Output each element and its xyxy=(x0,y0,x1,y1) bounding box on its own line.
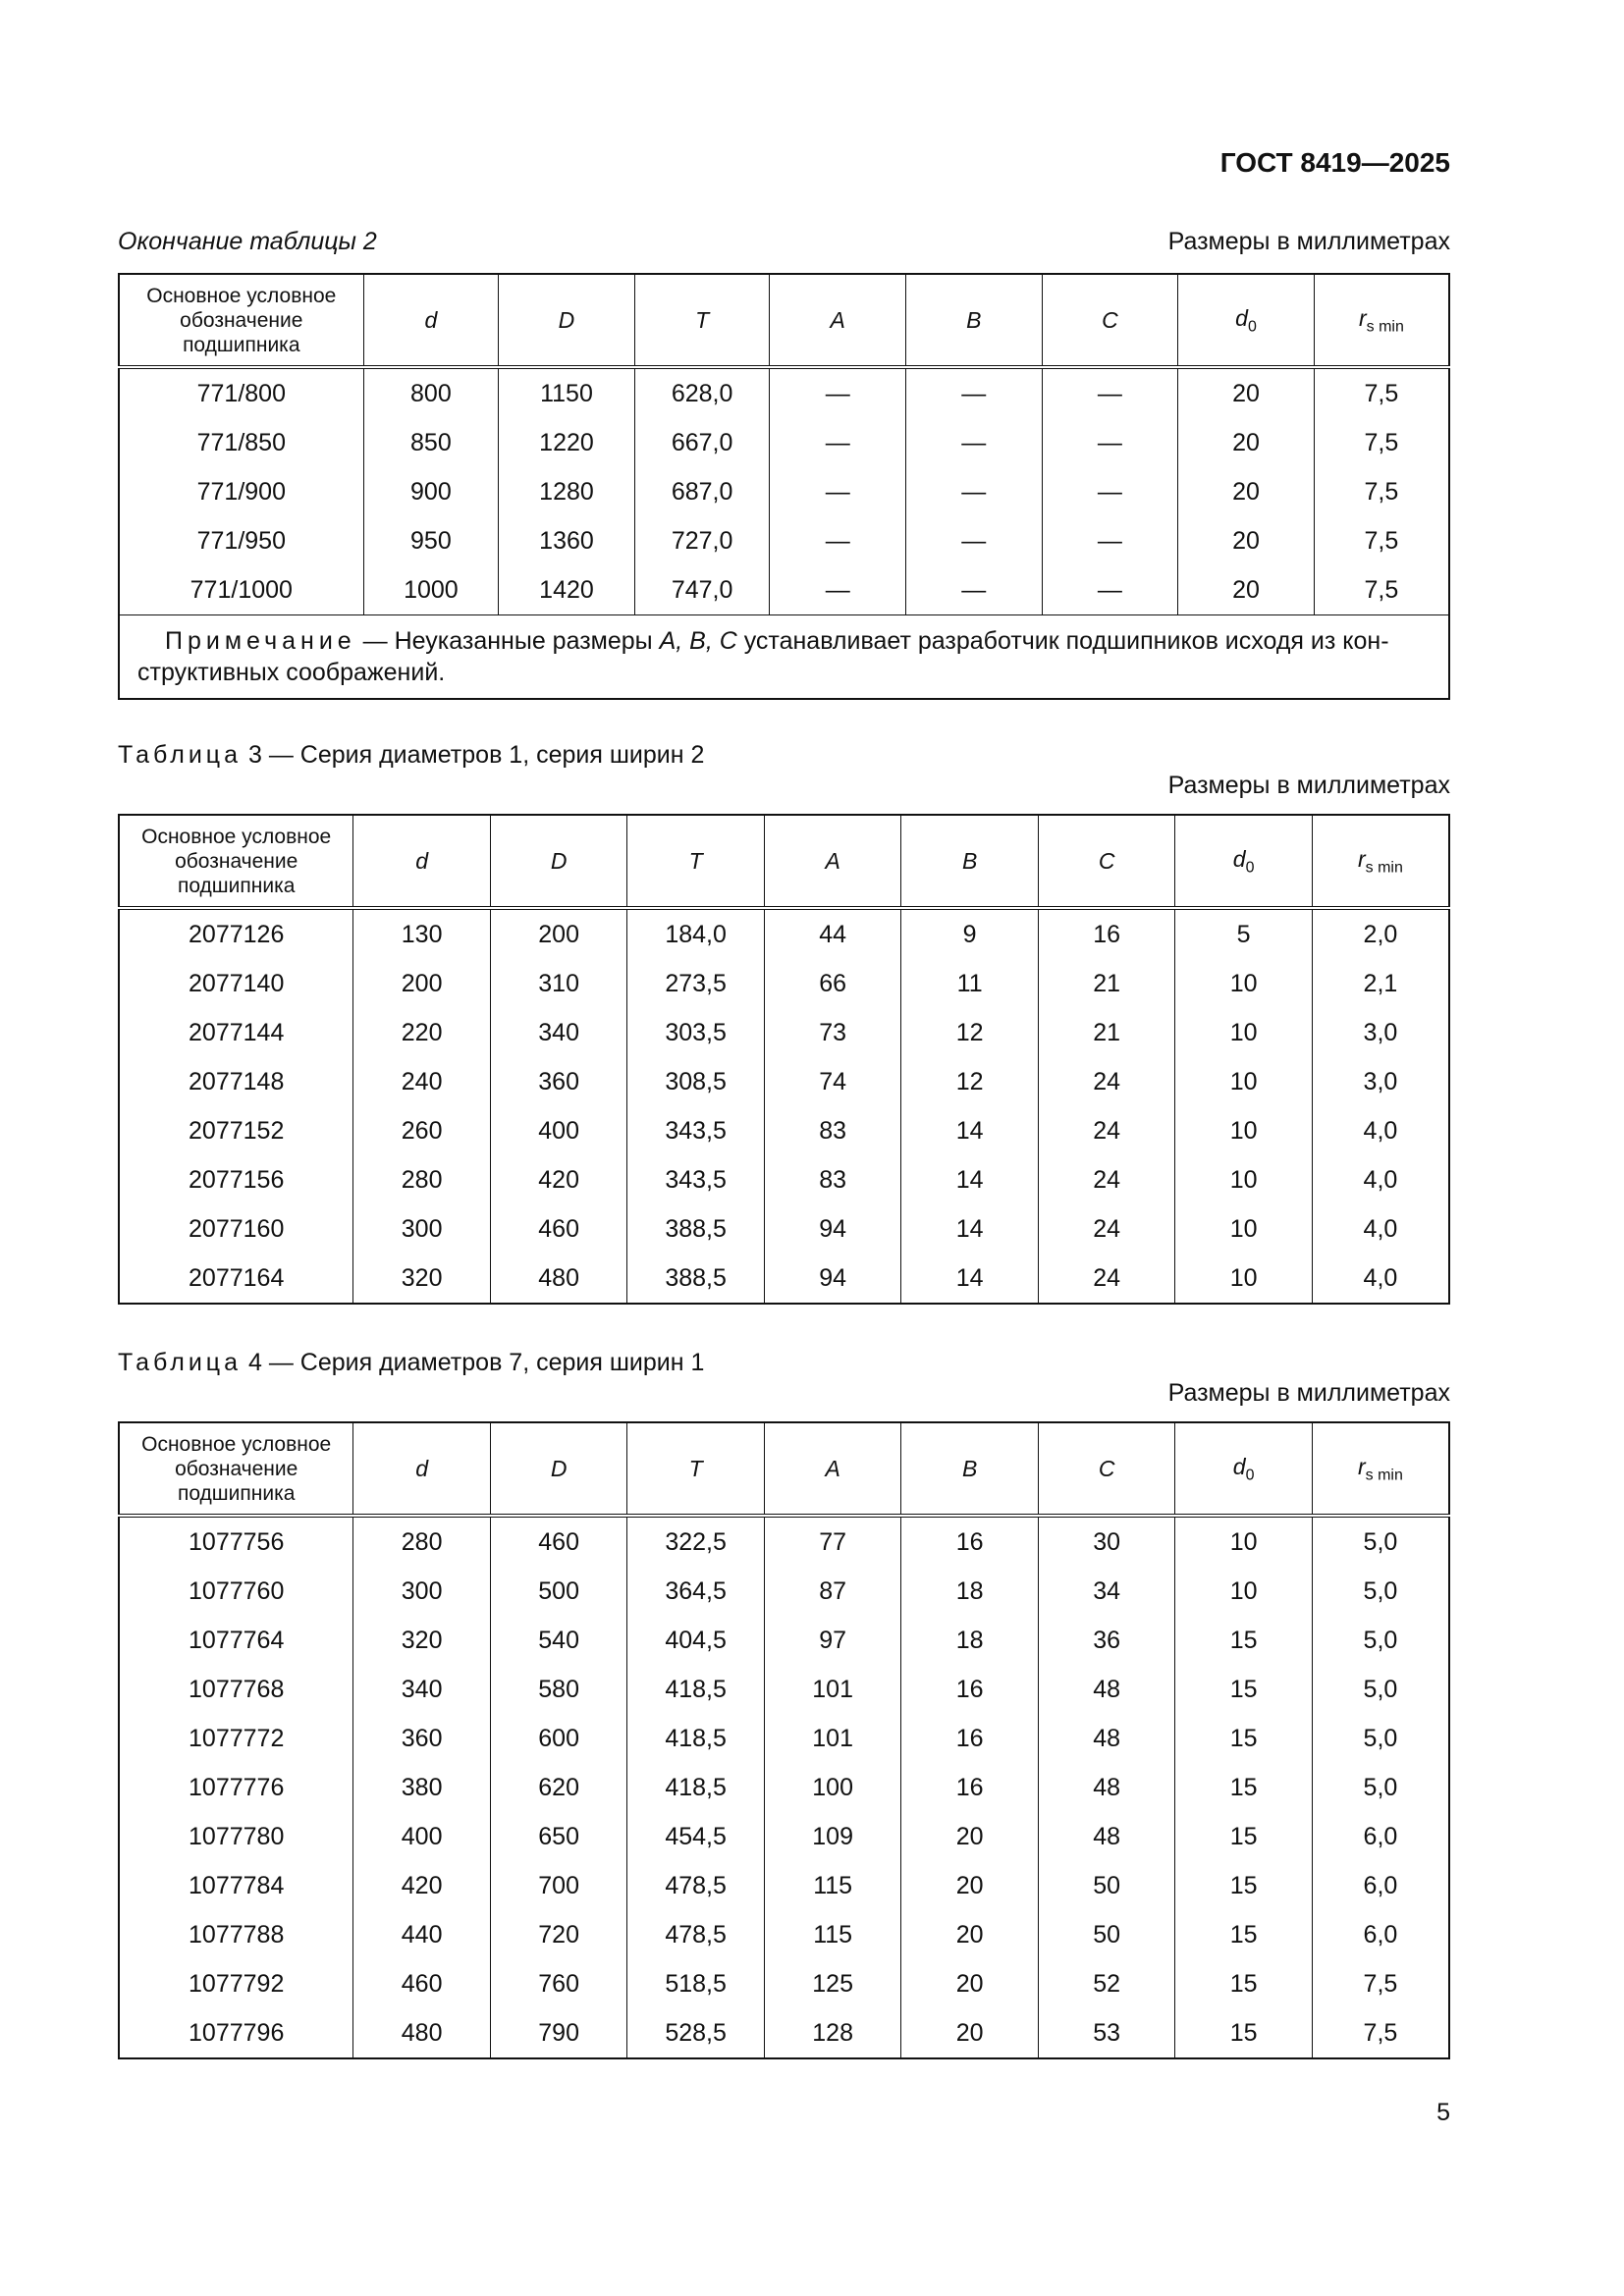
table-cell: 420 xyxy=(490,1155,627,1204)
table-row xyxy=(119,1057,1449,1106)
table-cell: 771/900 xyxy=(119,467,363,516)
table-cell: 94 xyxy=(764,1254,901,1304)
table-cell: 66 xyxy=(764,959,901,1008)
table-cell: 4,0 xyxy=(1312,1155,1449,1204)
table-cell: 48 xyxy=(1038,1763,1175,1812)
table-cell: 2077156 xyxy=(119,1155,353,1204)
table-cell: 100 xyxy=(764,1763,901,1812)
table-cell: 1280 xyxy=(499,467,635,516)
col-B: B xyxy=(901,1422,1039,1516)
table-cell: 10 xyxy=(1175,1008,1313,1057)
table-cell: 1077764 xyxy=(119,1616,353,1665)
table-cell: 460 xyxy=(490,1516,627,1567)
table-cell: 650 xyxy=(490,1812,627,1861)
table-cell: 101 xyxy=(764,1714,901,1763)
table-row xyxy=(119,1155,1449,1204)
table-cell: 21 xyxy=(1038,959,1175,1008)
table-row xyxy=(119,565,1449,615)
table-cell: 20 xyxy=(901,1910,1039,1959)
col-T: T xyxy=(627,1422,765,1516)
table-cell: 52 xyxy=(1038,1959,1175,2008)
table-cell: 1077760 xyxy=(119,1567,353,1616)
table-cell: 388,5 xyxy=(627,1254,765,1304)
table-row xyxy=(119,1008,1449,1057)
table-cell: 16 xyxy=(901,1665,1039,1714)
table-cell: 24 xyxy=(1038,1106,1175,1155)
table-cell: 48 xyxy=(1038,1714,1175,1763)
col-A: A xyxy=(764,815,901,908)
table-cell: 2077152 xyxy=(119,1106,353,1155)
table-cell: — xyxy=(770,367,906,418)
col-C: C xyxy=(1042,274,1178,367)
table-cell: 34 xyxy=(1038,1567,1175,1616)
table-cell: 528,5 xyxy=(627,2008,765,2058)
table-cell: 1360 xyxy=(499,516,635,565)
table-cell: 1000 xyxy=(363,565,499,615)
table-row xyxy=(119,1254,1449,1304)
table-cell: 420 xyxy=(353,1861,491,1910)
table-cell: 20 xyxy=(1178,516,1315,565)
table-row xyxy=(119,1516,1449,1567)
table-cell: — xyxy=(906,418,1043,467)
table-cell: 200 xyxy=(353,959,491,1008)
table-cell: 310 xyxy=(490,959,627,1008)
table-cell: 273,5 xyxy=(627,959,765,1008)
table-cell: 20 xyxy=(901,1861,1039,1910)
table-cell: 727,0 xyxy=(634,516,770,565)
table-cell: 130 xyxy=(353,908,491,959)
table-cell: 667,0 xyxy=(634,418,770,467)
col-T: T xyxy=(627,815,765,908)
table-cell: 360 xyxy=(353,1714,491,1763)
table-cell: 790 xyxy=(490,2008,627,2058)
col-d0: $d_0$ xyxy=(1178,274,1315,367)
table-row xyxy=(119,1812,1449,1861)
col-designation: Основное условное обозначение подшипника xyxy=(119,1422,353,1516)
table-cell: 343,5 xyxy=(627,1106,765,1155)
table-cell: 1220 xyxy=(499,418,635,467)
table-cell: 480 xyxy=(490,1254,627,1304)
table-cell: 418,5 xyxy=(627,1665,765,1714)
table-cell: 200 xyxy=(490,908,627,959)
col-d: d xyxy=(363,274,499,367)
table-cell: 48 xyxy=(1038,1665,1175,1714)
table-cell: 10 xyxy=(1175,1567,1313,1616)
table-cell: 6,0 xyxy=(1312,1910,1449,1959)
col-D: D xyxy=(490,1422,627,1516)
table-cell: 260 xyxy=(353,1106,491,1155)
table-body xyxy=(119,908,1449,1304)
table-row xyxy=(119,1714,1449,1763)
col-rs-min: $r_{s min}$ xyxy=(1312,1422,1449,1516)
table-cell: 7,5 xyxy=(1312,2008,1449,2058)
table-header xyxy=(119,274,1449,367)
table-cell: 15 xyxy=(1175,1861,1313,1910)
table-body xyxy=(119,1516,1449,2058)
table-cell: 3,0 xyxy=(1312,1008,1449,1057)
table-cell: 343,5 xyxy=(627,1155,765,1204)
table-cell: 620 xyxy=(490,1763,627,1812)
table-cell: 760 xyxy=(490,1959,627,2008)
table-cell: 5,0 xyxy=(1312,1567,1449,1616)
table-cell: 1150 xyxy=(499,367,635,418)
table3-title: Таблица 3 — Серия диаметров 1, серия ширин 2 xyxy=(118,741,705,769)
table-cell: 2077126 xyxy=(119,908,353,959)
col-rs-min: $r_{s min}$ xyxy=(1314,274,1449,367)
table-cell: 388,5 xyxy=(627,1204,765,1254)
table-cell: 600 xyxy=(490,1714,627,1763)
col-designation: Основное условное обозначение подшипника xyxy=(119,815,353,908)
table-cell: 322,5 xyxy=(627,1516,765,1567)
table-cell: 5,0 xyxy=(1312,1516,1449,1567)
table-cell: 36 xyxy=(1038,1616,1175,1665)
table-cell: 97 xyxy=(764,1616,901,1665)
table-cell: 10 xyxy=(1175,1155,1313,1204)
table-cell: 24 xyxy=(1038,1254,1175,1304)
table-cell: 50 xyxy=(1038,1861,1175,1910)
table-cell: 500 xyxy=(490,1567,627,1616)
table-cell: 5 xyxy=(1175,908,1313,959)
table-cell: 50 xyxy=(1038,1910,1175,1959)
table-cell: 30 xyxy=(1038,1516,1175,1567)
col-B: B xyxy=(906,274,1043,367)
table-cell: 771/1000 xyxy=(119,565,363,615)
table-cell: 20 xyxy=(901,1812,1039,1861)
units-caption: Размеры в миллиметрах xyxy=(1167,772,1450,799)
table-cell: 184,0 xyxy=(627,908,765,959)
table-cell: 580 xyxy=(490,1665,627,1714)
table-cell: 109 xyxy=(764,1812,901,1861)
col-d: d xyxy=(353,1422,491,1516)
table-cell: 83 xyxy=(764,1106,901,1155)
col-D: D xyxy=(490,815,627,908)
table-cell: 15 xyxy=(1175,1763,1313,1812)
table-cell: 320 xyxy=(353,1616,491,1665)
table-cell: 73 xyxy=(764,1008,901,1057)
table-row xyxy=(119,1763,1449,1812)
table-cell: 308,5 xyxy=(627,1057,765,1106)
table-cell: 340 xyxy=(353,1665,491,1714)
table-cell: 94 xyxy=(764,1204,901,1254)
table-cell: 15 xyxy=(1175,1665,1313,1714)
table-cell: 440 xyxy=(353,1910,491,1959)
col-C: C xyxy=(1038,1422,1175,1516)
table-cell: 5,0 xyxy=(1312,1763,1449,1812)
table-row xyxy=(119,1861,1449,1910)
table-cell: 87 xyxy=(764,1567,901,1616)
table-cell: 5,0 xyxy=(1312,1714,1449,1763)
table-cell: 44 xyxy=(764,908,901,959)
table-cell: 48 xyxy=(1038,1812,1175,1861)
table-cell: 1420 xyxy=(499,565,635,615)
table-cell: 800 xyxy=(363,367,499,418)
table-cell: — xyxy=(1042,516,1178,565)
table-cell: — xyxy=(770,418,906,467)
units-caption: Размеры в миллиметрах xyxy=(1167,228,1450,255)
table-cell: 700 xyxy=(490,1861,627,1910)
table-cell: 18 xyxy=(901,1567,1039,1616)
table-cell: 418,5 xyxy=(627,1763,765,1812)
table-cell: 15 xyxy=(1175,2008,1313,2058)
table-header xyxy=(119,815,1449,908)
table-cell: 24 xyxy=(1038,1204,1175,1254)
table-cell: 7,5 xyxy=(1314,516,1449,565)
table-cell: 720 xyxy=(490,1910,627,1959)
table-row xyxy=(119,367,1449,418)
table-row xyxy=(119,1910,1449,1959)
table-cell: 20 xyxy=(901,1959,1039,2008)
units-caption: Размеры в миллиметрах xyxy=(1167,1379,1450,1407)
table-cell: 77 xyxy=(764,1516,901,1567)
col-d: d xyxy=(353,815,491,908)
table2-continuation-caption: Окончание таблицы 2 xyxy=(118,228,377,255)
table-cell: 518,5 xyxy=(627,1959,765,2008)
table-cell: 220 xyxy=(353,1008,491,1057)
table-cell: 21 xyxy=(1038,1008,1175,1057)
table-cell: 74 xyxy=(764,1057,901,1106)
table-cell: 2077160 xyxy=(119,1204,353,1254)
table-cell: 240 xyxy=(353,1057,491,1106)
table-3 xyxy=(118,814,1450,1305)
table-cell: 540 xyxy=(490,1616,627,1665)
table-cell: 10 xyxy=(1175,1106,1313,1155)
table-cell: — xyxy=(1042,418,1178,467)
table-cell: 14 xyxy=(901,1106,1039,1155)
table-cell: 125 xyxy=(764,1959,901,2008)
table-note: Примечание — Неуказанные размеры A, B, C устанавливает разработчик подшипников исходя из кон- структивных соображений. xyxy=(119,615,1449,700)
page-number: 5 xyxy=(1436,2099,1450,2126)
table-cell: 6,0 xyxy=(1312,1812,1449,1861)
table-row xyxy=(119,1665,1449,1714)
table-cell: 5,0 xyxy=(1312,1665,1449,1714)
table-cell: 454,5 xyxy=(627,1812,765,1861)
table-cell: 1077756 xyxy=(119,1516,353,1567)
table-cell: 115 xyxy=(764,1861,901,1910)
table-cell: 900 xyxy=(363,467,499,516)
table-cell: 747,0 xyxy=(634,565,770,615)
table-cell: 20 xyxy=(1178,467,1315,516)
table-cell: 1077768 xyxy=(119,1665,353,1714)
note-row xyxy=(119,615,1449,700)
table-cell: 1077792 xyxy=(119,1959,353,2008)
col-B: B xyxy=(901,815,1039,908)
table-cell: 400 xyxy=(353,1812,491,1861)
table-cell: 16 xyxy=(901,1714,1039,1763)
table-row xyxy=(119,1959,1449,2008)
table-body xyxy=(119,367,1449,615)
table-cell: 101 xyxy=(764,1665,901,1714)
table-cell: 2077140 xyxy=(119,959,353,1008)
table-cell: — xyxy=(906,467,1043,516)
table-cell: 16 xyxy=(901,1763,1039,1812)
col-A: A xyxy=(770,274,906,367)
table-cell: 628,0 xyxy=(634,367,770,418)
table-cell: — xyxy=(906,516,1043,565)
table-row xyxy=(119,467,1449,516)
table-row xyxy=(119,959,1449,1008)
table-cell: 460 xyxy=(490,1204,627,1254)
table-cell: 5,0 xyxy=(1312,1616,1449,1665)
table-cell: 2,0 xyxy=(1312,908,1449,959)
table-cell: 364,5 xyxy=(627,1567,765,1616)
table-cell: 280 xyxy=(353,1516,491,1567)
table-cell: 20 xyxy=(1178,418,1315,467)
table-cell: 1077788 xyxy=(119,1910,353,1959)
table-cell: — xyxy=(906,565,1043,615)
table-cell: 15 xyxy=(1175,1812,1313,1861)
table-cell: 1077784 xyxy=(119,1861,353,1910)
table-cell: 7,5 xyxy=(1314,367,1449,418)
table4-title: Таблица 4 — Серия диаметров 7, серия ширин 1 xyxy=(118,1349,705,1376)
col-D: D xyxy=(499,274,635,367)
table-cell: 340 xyxy=(490,1008,627,1057)
table-cell: 83 xyxy=(764,1155,901,1204)
document-code: ГОСТ 8419—2025 xyxy=(1219,147,1450,178)
table-cell: 1077772 xyxy=(119,1714,353,1763)
table-cell: 10 xyxy=(1175,1057,1313,1106)
table-cell: 2,1 xyxy=(1312,959,1449,1008)
table-cell: 850 xyxy=(363,418,499,467)
table-header xyxy=(119,1422,1449,1516)
table-cell: 20 xyxy=(1178,565,1315,615)
table-row xyxy=(119,1106,1449,1155)
table-cell: 4,0 xyxy=(1312,1204,1449,1254)
table-row xyxy=(119,1616,1449,1665)
table-cell: 18 xyxy=(901,1616,1039,1665)
col-designation: Основное условное обозначение подшипника xyxy=(119,274,363,367)
table-cell: 404,5 xyxy=(627,1616,765,1665)
table-cell: 360 xyxy=(490,1057,627,1106)
table-cell: 1077796 xyxy=(119,2008,353,2058)
table-cell: 10 xyxy=(1175,1516,1313,1567)
table-cell: 12 xyxy=(901,1057,1039,1106)
table-4 xyxy=(118,1421,1450,2059)
table-cell: 12 xyxy=(901,1008,1039,1057)
table-cell: 24 xyxy=(1038,1155,1175,1204)
table-cell: 1077776 xyxy=(119,1763,353,1812)
col-d0: $d_0$ xyxy=(1175,1422,1313,1516)
table-2-end xyxy=(118,273,1450,700)
table-cell: — xyxy=(1042,367,1178,418)
table-cell: 2077148 xyxy=(119,1057,353,1106)
table-cell: 3,0 xyxy=(1312,1057,1449,1106)
table-cell: — xyxy=(770,467,906,516)
table-cell: 480 xyxy=(353,2008,491,2058)
table-cell: 16 xyxy=(1038,908,1175,959)
table-cell: 115 xyxy=(764,1910,901,1959)
table-cell: 478,5 xyxy=(627,1861,765,1910)
table-cell: 771/800 xyxy=(119,367,363,418)
table-cell: 128 xyxy=(764,2008,901,2058)
table-cell: 24 xyxy=(1038,1057,1175,1106)
note-label: Примечание xyxy=(165,627,356,655)
table-cell: 771/850 xyxy=(119,418,363,467)
table-cell: 7,5 xyxy=(1314,467,1449,516)
table-cell: 10 xyxy=(1175,1254,1313,1304)
table-cell: 16 xyxy=(901,1516,1039,1567)
table-row xyxy=(119,1204,1449,1254)
table-cell: 418,5 xyxy=(627,1714,765,1763)
table-cell: 400 xyxy=(490,1106,627,1155)
table-cell: — xyxy=(770,565,906,615)
table-cell: 14 xyxy=(901,1204,1039,1254)
table-row xyxy=(119,418,1449,467)
col-d0: $d_0$ xyxy=(1175,815,1313,908)
table-cell: 2077144 xyxy=(119,1008,353,1057)
table-cell: 460 xyxy=(353,1959,491,2008)
table-row xyxy=(119,908,1449,959)
table-cell: 2077164 xyxy=(119,1254,353,1304)
table-cell: 15 xyxy=(1175,1910,1313,1959)
col-C: C xyxy=(1038,815,1175,908)
table-cell: 20 xyxy=(901,2008,1039,2058)
table-cell: 320 xyxy=(353,1254,491,1304)
table-cell: 950 xyxy=(363,516,499,565)
table-cell: 15 xyxy=(1175,1959,1313,2008)
table-cell: — xyxy=(1042,565,1178,615)
table-row xyxy=(119,2008,1449,2058)
table-cell: 15 xyxy=(1175,1714,1313,1763)
table-cell: — xyxy=(1042,467,1178,516)
col-rs-min: $r_{s min}$ xyxy=(1312,815,1449,908)
table-cell: 15 xyxy=(1175,1616,1313,1665)
table-cell: 7,5 xyxy=(1314,418,1449,467)
table-cell: 4,0 xyxy=(1312,1254,1449,1304)
table-cell: 300 xyxy=(353,1204,491,1254)
table-row xyxy=(119,1567,1449,1616)
table-cell: 14 xyxy=(901,1155,1039,1204)
table-cell: 4,0 xyxy=(1312,1106,1449,1155)
table-cell: 9 xyxy=(901,908,1039,959)
table-cell: 7,5 xyxy=(1314,565,1449,615)
table-cell: 771/950 xyxy=(119,516,363,565)
table-cell: 10 xyxy=(1175,959,1313,1008)
table-cell: 7,5 xyxy=(1312,1959,1449,2008)
table-cell: 20 xyxy=(1178,367,1315,418)
table-cell: 6,0 xyxy=(1312,1861,1449,1910)
table-cell: 280 xyxy=(353,1155,491,1204)
table-cell: 11 xyxy=(901,959,1039,1008)
table-cell: 53 xyxy=(1038,2008,1175,2058)
table-cell: 300 xyxy=(353,1567,491,1616)
table-cell: 380 xyxy=(353,1763,491,1812)
table-cell: 687,0 xyxy=(634,467,770,516)
table-cell: 478,5 xyxy=(627,1910,765,1959)
table-cell: — xyxy=(906,367,1043,418)
table-row xyxy=(119,516,1449,565)
col-T: T xyxy=(634,274,770,367)
table-cell: — xyxy=(770,516,906,565)
table-cell: 10 xyxy=(1175,1204,1313,1254)
table-cell: 1077780 xyxy=(119,1812,353,1861)
table-cell: 14 xyxy=(901,1254,1039,1304)
table-cell: 303,5 xyxy=(627,1008,765,1057)
col-A: A xyxy=(764,1422,901,1516)
